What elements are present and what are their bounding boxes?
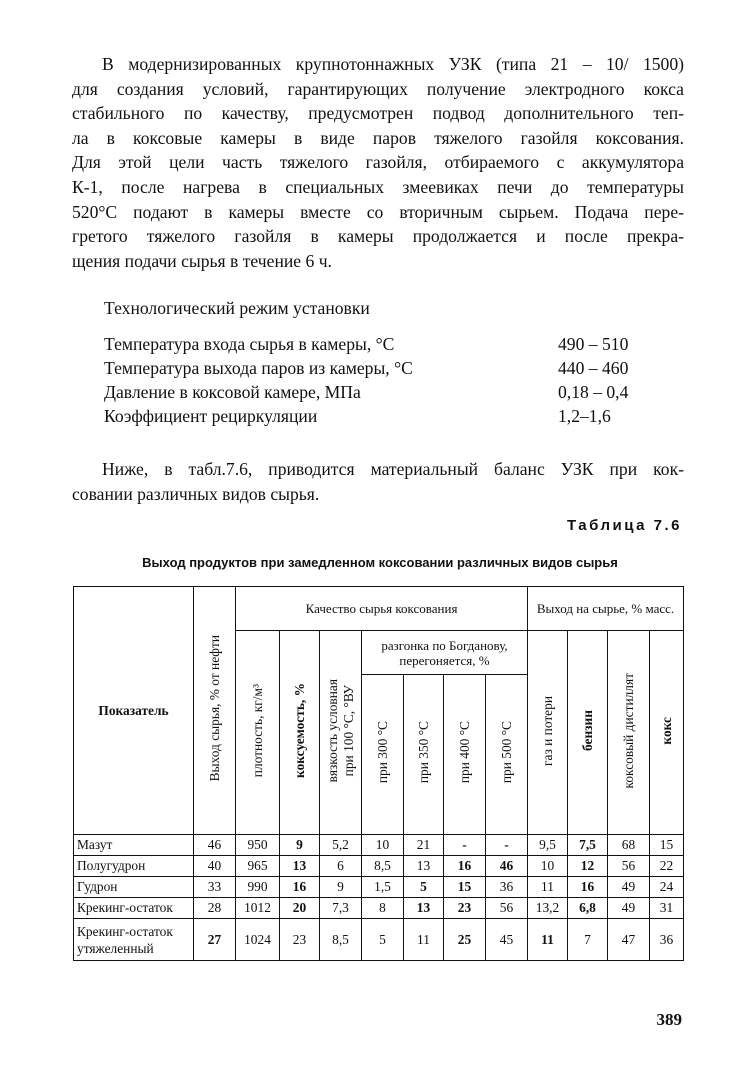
text-line: ла в коксовые камеры в виде паров тяжелого газойля коксования. xyxy=(72,127,684,148)
text-line: гретого тяжелого газойля в камеры продолжается и после прекра- xyxy=(72,226,684,247)
header-indicator: Показатель xyxy=(74,587,194,835)
cell: 13 xyxy=(280,856,320,877)
table-row xyxy=(74,877,684,898)
cell: 49 xyxy=(608,877,650,898)
text-line: К-1, после нагрева в специальных змеевиках печи до температуры xyxy=(72,176,684,197)
mode-row xyxy=(104,334,644,358)
cell: 1,5 xyxy=(362,877,404,898)
header-quality: Качество сырья коксования xyxy=(236,587,528,631)
cell: 49 xyxy=(608,898,650,919)
cell: 9 xyxy=(280,835,320,856)
header-coke: кокс xyxy=(650,631,684,835)
mode-value: 0,18 – 0,4 xyxy=(558,382,629,402)
cell: 11 xyxy=(528,919,568,961)
text-line: 520°С подают в камеры вместе со вторичным сырьем. Подача пере- xyxy=(72,201,684,222)
cell: 1024 xyxy=(236,919,280,961)
cell: 10 xyxy=(362,835,404,856)
mode-row xyxy=(104,382,644,406)
mode-row xyxy=(104,406,644,430)
cell: 965 xyxy=(236,856,280,877)
cell: 9 xyxy=(320,877,362,898)
header-density: плотность, кг/м³ xyxy=(236,631,280,835)
cell: 8 xyxy=(362,898,404,919)
cell: 9,5 xyxy=(528,835,568,856)
header-350: при 350 °С xyxy=(404,675,444,835)
coking-yield-table xyxy=(73,586,684,961)
cell: 6,8 xyxy=(568,898,608,919)
row-name: Крекинг-остаток xyxy=(74,898,194,919)
mode-label: Температура выхода паров из камеры, °С xyxy=(104,358,413,378)
header-distillate: коксовый дистиллят xyxy=(608,631,650,835)
header-300: при 300 °С xyxy=(362,675,404,835)
text-line: стабильного по качеству, предусмотрен подвод дополнительного теп- xyxy=(72,103,684,124)
table-row xyxy=(74,856,684,877)
cell: 13,2 xyxy=(528,898,568,919)
header-gasoline: бензин xyxy=(568,631,608,835)
text-line: для создания условий, гарантирующих получение электродного кокса xyxy=(72,78,684,99)
cell: 40 xyxy=(194,856,236,877)
cell: 56 xyxy=(486,898,528,919)
cell: - xyxy=(444,835,486,856)
cell: 24 xyxy=(650,877,684,898)
header-500: при 500 °С xyxy=(486,675,528,835)
cell: 5 xyxy=(404,877,444,898)
mode-value: 490 – 510 xyxy=(558,334,629,354)
cell: 7 xyxy=(568,919,608,961)
mode-title: Технологический режим установки xyxy=(104,298,370,318)
text-line: совании различных видов сырья. xyxy=(72,483,320,504)
cell: 1012 xyxy=(236,898,280,919)
table-caption: Выход продуктов при замедленном коксовании различных видов сырья xyxy=(142,555,618,570)
row-name: Мазут xyxy=(74,835,194,856)
header-yield-oil: Выход сырья, % от нефти xyxy=(194,587,236,835)
cell: 20 xyxy=(280,898,320,919)
cell: 56 xyxy=(608,856,650,877)
table-row xyxy=(74,898,684,919)
cell: 68 xyxy=(608,835,650,856)
cell: 950 xyxy=(236,835,280,856)
cell: 11 xyxy=(528,877,568,898)
cell: 21 xyxy=(404,835,444,856)
cell: 16 xyxy=(568,877,608,898)
table-number: Таблица 7.6 xyxy=(566,517,682,534)
cell: 16 xyxy=(444,856,486,877)
paragraph-modernized-units xyxy=(72,52,684,273)
cell: 25 xyxy=(444,919,486,961)
cell: 27 xyxy=(194,919,236,961)
cell: 22 xyxy=(650,856,684,877)
row-name: Крекинг-остаток утяжеленный xyxy=(74,919,194,961)
cell: 12 xyxy=(568,856,608,877)
mode-label: Давление в коксовой камере, МПа xyxy=(104,382,361,402)
cell: 13 xyxy=(404,856,444,877)
row-name: Полугудрон xyxy=(74,856,194,877)
cell: 15 xyxy=(650,835,684,856)
page-number: 389 xyxy=(656,1010,682,1029)
header-viscosity: вязкость условная при 100 °С, °ВУ xyxy=(320,631,362,835)
row-name: Гудрон xyxy=(74,877,194,898)
header-output: Выход на сырье, % масс. xyxy=(528,587,684,631)
cell: 16 xyxy=(280,877,320,898)
cell: - xyxy=(486,835,528,856)
mode-value: 1,2–1,6 xyxy=(558,406,611,426)
table-row xyxy=(74,919,684,961)
text-line: Для этой цели часть тяжелого газойля, отбираемого с аккумулятора xyxy=(72,152,684,173)
cell: 990 xyxy=(236,877,280,898)
cell: 23 xyxy=(444,898,486,919)
cell: 5,2 xyxy=(320,835,362,856)
mode-label: Коэффициент рециркуляции xyxy=(104,406,318,426)
header-gas: газ и потери xyxy=(528,631,568,835)
cell: 36 xyxy=(486,877,528,898)
cell: 7,5 xyxy=(568,835,608,856)
cell: 36 xyxy=(650,919,684,961)
header-coking: коксуемость, % xyxy=(280,631,320,835)
text-line: щения подачи сырья в течение 6 ч. xyxy=(72,250,332,271)
cell: 28 xyxy=(194,898,236,919)
cell: 7,3 xyxy=(320,898,362,919)
cell: 15 xyxy=(444,877,486,898)
header-distillation: разгонка по Богданову, перегоняется, % xyxy=(362,631,528,675)
cell: 11 xyxy=(404,919,444,961)
cell: 13 xyxy=(404,898,444,919)
mode-label: Температура входа сырья в камеры, °С xyxy=(104,334,395,354)
cell: 6 xyxy=(320,856,362,877)
cell: 46 xyxy=(486,856,528,877)
cell: 31 xyxy=(650,898,684,919)
header-400: при 400 °С xyxy=(444,675,486,835)
cell: 47 xyxy=(608,919,650,961)
cell: 8,5 xyxy=(362,856,404,877)
text-line: В модернизированных крупнотоннажных УЗК (типа 21 – 10/ 1500) xyxy=(102,54,684,74)
cell: 23 xyxy=(280,919,320,961)
cell: 46 xyxy=(194,835,236,856)
mode-row xyxy=(104,358,644,382)
cell: 8,5 xyxy=(320,919,362,961)
mode-value: 440 – 460 xyxy=(558,358,629,378)
cell: 10 xyxy=(528,856,568,877)
cell: 33 xyxy=(194,877,236,898)
cell: 5 xyxy=(362,919,404,961)
text-line: Ниже, в табл.7.6, приводится материальный баланс УЗК при кок- xyxy=(102,459,684,479)
cell: 45 xyxy=(486,919,528,961)
paragraph-balance-intro xyxy=(72,457,684,506)
table-row xyxy=(74,835,684,856)
